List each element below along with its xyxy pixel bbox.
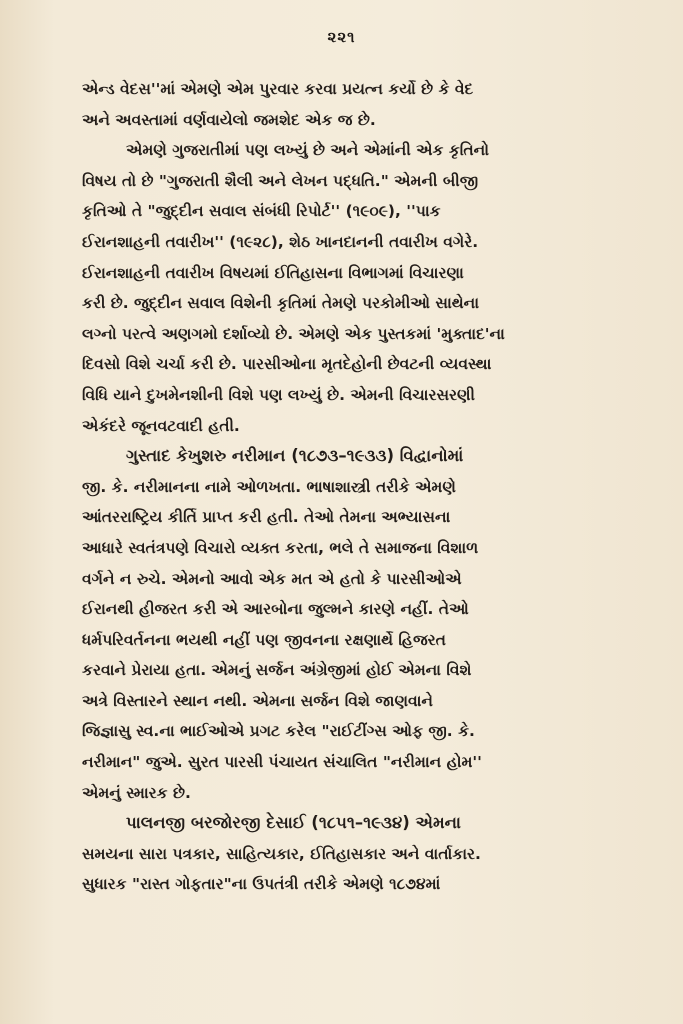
text-line: ધર્મપરિવર્તનના ભયથી નહીં પણ જીવનના રક્ષણાર્થે હિજરત (82, 630, 446, 649)
text-line: કરી છે. જુદ્દીન સવાલ વિશેની કૃતિમાં તેમણે પરકોમીઓ સાથેના (82, 294, 479, 313)
biography-heading-line: ગુસ્તાદ કેખુશરુ નરીમાન (૧૮૭૩–૧૯૩૩) વિદ્વાનોમાં (126, 446, 464, 466)
text-line: વર્ગને ન રુચે. એમનો આવો એક મત એ હતો કે પારસીઓએ (82, 569, 462, 588)
text-line: વિષય તો છે "ગુજરાતી શૈલી અને લેખન પદ્ધતિ." એમની બીજી (82, 171, 479, 190)
text-line: જિજ્ઞાસુ સ્વ.ના ભાઈઓએ પ્રગટ કરેલ "રાઈટીંગ્સ ઓફ જી. કે. (82, 722, 475, 741)
text-line: એકંદરે જૂનવટવાદી હતી. (82, 416, 240, 435)
text-line: વિધિ યાને દુખમેનશીની વિશે પણ લખ્યું છે. એમની વિચારસરણી (82, 385, 475, 404)
text-line: એન્ડ વેદસ''માં એમણે એમ પુરવાર કરવા પ્રયત્ન કર્યો છે કે વેદ (82, 80, 474, 98)
text-line: સમયના સારા પત્રકાર, સાહિત્યકાર, ઈતિહાસકાર અને વાર્તાકાર. (82, 844, 481, 863)
text-line: નરીમાન" જુએ. સુરત પારસી પંચાયત સંચાલિત "નરીમાન હોમ'' (82, 753, 482, 772)
paragraph-start-line: એમણે ગુજરાતીમાં પણ લખ્યું છે અને એમાંની એક કૃતિનો (126, 141, 490, 160)
text-line: આધારે સ્વતંત્રપણે વિચારો વ્યક્ત કરતા, ભલે તે સમાજના વિશાળ (82, 538, 479, 557)
page-body-text (82, 74, 634, 900)
page-number: ૨૨૧ (327, 28, 356, 46)
text-line: અત્રે વિસ્તારને સ્થાન નથી. એમના સર્જન વિશે જાણવાને (82, 691, 433, 710)
text-line: લગ્નો પરત્વે અણગમો દર્શાવ્યો છે. એમણે એક પુસ્તકમાં 'મુક્તાદ'ના (82, 324, 505, 343)
text-line: સુધારક "રાસ્ત ગોફતાર"ના ઉપતંત્રી તરીકે એમણે ૧૮૭૪માં (82, 875, 441, 894)
text-line: અને અવસ્તામાં વર્ણવાયેલો જમશેદ એક જ છે. (82, 110, 376, 129)
text-line: ઈરાનશાહની તવારીખ'' (૧૯૨૮), શેઠ ખાનદાનની તવારીખ વગેરે. (82, 232, 479, 251)
text-line: કૃતિઓ તે "જુદ્દીન સવાલ સંબંધી રિપોર્ટ'' (૧૯૦૯), ''પાક (82, 202, 441, 221)
text-line: ઈરાનશાહની તવારીખ વિષયમાં ઈતિહાસના વિભાગમાં વિચારણા (82, 263, 464, 282)
text-line: એમનું સ્મારક છે. (82, 783, 191, 802)
text-line: આંતરરાષ્ટ્રિય કીર્તિ પ્રાપ્ત કરી હતી. તેઓ તેમના અભ્યાસના (82, 508, 451, 527)
text-line: જી. કે. નરીમાનના નામે ઓળખતા. ભાષાશાસ્ત્રી તરીકે એમણે (82, 477, 456, 496)
biography-heading-line: પાલનજી બરજોરજી દેસાઈ (૧૮૫૧–૧૯૩૪) એમના (126, 813, 461, 833)
text-line: કરવાને પ્રેરાયા હતા. એમનું સર્જન અંગ્રેજીમાં હોઈ એમના વિશે (82, 661, 472, 680)
text-line: ઈરાનથી હીજરત કરી એ આરબોના જુલ્મને કારણે નહીં. તેઓ (82, 600, 469, 619)
text-line: દિવસો વિશે ચર્ચા કરી છે. પારસીઓના મૃતદેહોની છેવટની વ્યવસ્થા (82, 355, 492, 374)
